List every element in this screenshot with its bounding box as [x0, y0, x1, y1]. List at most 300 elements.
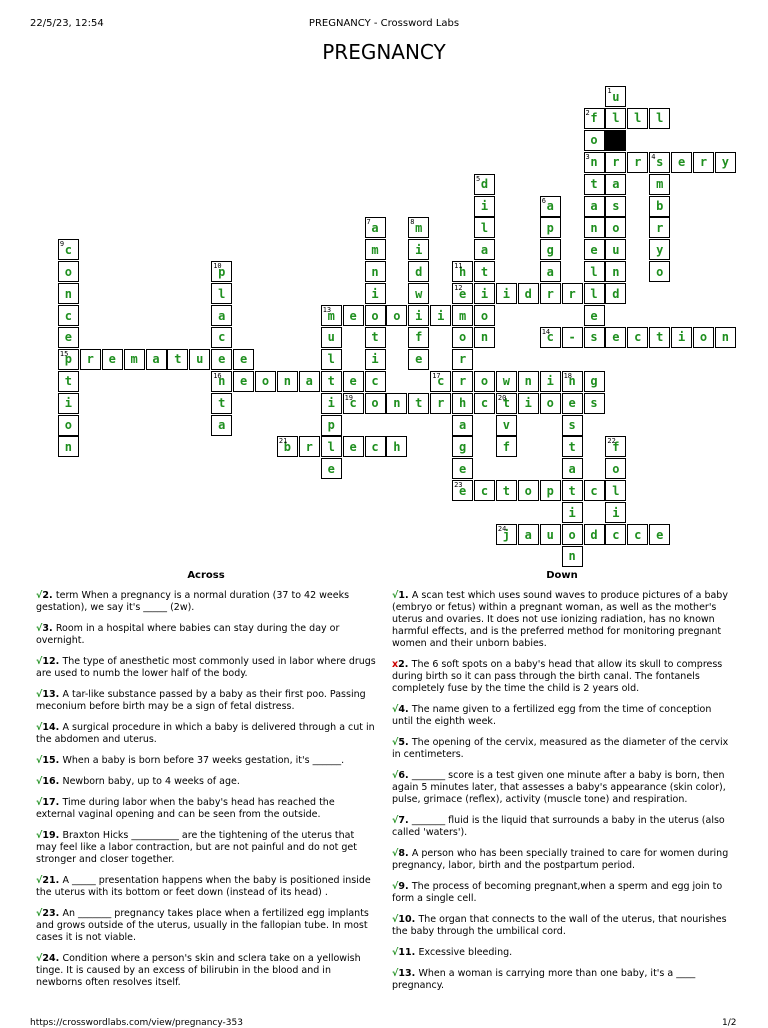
grid-cell[interactable]	[693, 327, 714, 348]
cell-letter: n	[64, 439, 72, 454]
grid-cell[interactable]	[649, 152, 670, 173]
grid-cell[interactable]	[365, 327, 386, 348]
clue-text: Room in a hospital where babies can stay during the day or overnight.	[36, 623, 340, 646]
grid-cell[interactable]	[584, 217, 605, 238]
cell-letter: d	[612, 286, 620, 301]
grid-cell[interactable]	[452, 393, 473, 414]
grid-cell[interactable]	[343, 371, 364, 392]
cell-letter: c	[371, 374, 379, 389]
grid-cell[interactable]	[605, 239, 626, 260]
grid-cell[interactable]	[671, 152, 692, 173]
grid-cell[interactable]	[58, 415, 79, 436]
grid-cell[interactable]	[408, 393, 429, 414]
grid-cell[interactable]	[386, 393, 407, 414]
cell-letter: p	[327, 418, 335, 432]
grid-cell[interactable]	[496, 524, 517, 545]
cell-letter: t	[502, 396, 510, 411]
cell-letter: a	[546, 199, 554, 213]
grid-cell[interactable]	[496, 480, 517, 501]
grid-cell[interactable]	[321, 305, 342, 326]
grid-cell[interactable]	[562, 283, 583, 304]
grid-cell[interactable]	[58, 371, 79, 392]
grid-cell[interactable]	[474, 393, 495, 414]
cell-letter: e	[239, 374, 248, 389]
cell-letter: o	[480, 308, 489, 323]
grid-cell[interactable]	[58, 239, 79, 260]
grid-cell[interactable]	[299, 371, 320, 392]
cell-letter: o	[546, 396, 554, 411]
clue-item	[392, 659, 732, 695]
cell-letter: a	[612, 177, 620, 192]
grid-cell[interactable]	[584, 327, 605, 348]
clue-text: When a woman is carrying more than one baby, it's a ____ pregnancy.	[392, 968, 696, 991]
grid-cell[interactable]	[605, 436, 626, 457]
grid-cell[interactable]	[605, 283, 626, 304]
grid-cell[interactable]	[233, 371, 254, 392]
grid-cell[interactable]	[474, 239, 495, 260]
grid-cell[interactable]	[408, 261, 429, 282]
grid-cell[interactable]	[627, 108, 648, 129]
clue-item	[36, 755, 376, 767]
grid-cell[interactable]	[452, 436, 473, 457]
grid-cell[interactable]	[693, 152, 714, 173]
grid-cell[interactable]	[584, 283, 605, 304]
grid-cell[interactable]	[584, 196, 605, 217]
grid-cell[interactable]	[562, 480, 583, 501]
footer-page-number: 1/2	[722, 1018, 737, 1028]
clue-item	[392, 704, 732, 728]
grid-cell[interactable]	[518, 371, 539, 392]
correct-mark-icon: √	[36, 830, 43, 841]
grid-cell[interactable]	[58, 327, 79, 348]
grid-cell[interactable]	[211, 393, 232, 414]
cell-letter: e	[349, 374, 357, 389]
grid-cell[interactable]	[518, 283, 539, 304]
grid-cell[interactable]	[474, 217, 495, 238]
grid-cell[interactable]	[452, 327, 473, 348]
clue-number: 19.	[42, 830, 63, 841]
cell-letter: t	[590, 177, 598, 192]
clue-number: 7.	[398, 815, 412, 826]
grid-cell[interactable]	[649, 196, 670, 217]
grid-cell[interactable]	[496, 283, 517, 304]
clue-number: 6	[541, 196, 546, 205]
footer-url: https://crosswordlabs.com/view/pregnancy-353	[30, 1018, 243, 1028]
clue-text: A _____ presentation happens when the baby is positioned inside the uterus with its bottom or feet down (instead of its head) .	[36, 875, 371, 898]
clue-text: Condition where a person's skin and sclera take on a yellowish tinge. It is caused by an excess of bilirubin in the blood and in newborns often resolves itself.	[36, 953, 361, 988]
grid-cell[interactable]	[627, 327, 648, 348]
cell-letter: c	[634, 330, 642, 345]
cell-letter: o	[393, 308, 401, 323]
grid-cell[interactable]	[452, 480, 473, 501]
grid-cell[interactable]	[649, 108, 670, 129]
grid-cell[interactable]	[321, 327, 342, 348]
clue-item	[36, 953, 376, 989]
grid-cell[interactable]	[562, 546, 583, 567]
grid-cell[interactable]	[365, 436, 386, 457]
grid-cell[interactable]	[430, 305, 451, 326]
cell-letter: f	[590, 111, 598, 126]
cell-letter: c	[349, 396, 357, 411]
clue-number: 1	[607, 87, 612, 95]
cell-letter: l	[634, 111, 642, 126]
cell-letter: y	[721, 155, 729, 170]
grid-cell[interactable]	[649, 239, 670, 260]
grid-cell[interactable]	[584, 305, 605, 326]
grid-cell[interactable]	[365, 371, 386, 392]
clue-text: Newborn baby, up to 4 weeks of age.	[62, 776, 240, 787]
grid-cell[interactable]	[58, 261, 79, 282]
cell-letter: l	[327, 352, 335, 367]
cell-letter: a	[480, 242, 489, 257]
grid-cell[interactable]	[233, 349, 254, 370]
grid-cell[interactable]	[408, 305, 429, 326]
grid-cell[interactable]	[715, 152, 736, 173]
grid-cell[interactable]	[211, 283, 232, 304]
grid-cell[interactable]	[343, 436, 364, 457]
grid-cell[interactable]	[605, 196, 626, 217]
grid-cell[interactable]	[408, 327, 429, 348]
page-title: PREGNANCY	[322, 40, 446, 64]
grid-cell[interactable]	[540, 327, 561, 348]
cell-letter: r	[612, 155, 620, 170]
cell-letter: c	[64, 242, 72, 257]
grid-cell[interactable]	[496, 415, 517, 436]
grid-cell[interactable]	[365, 261, 386, 282]
grid-cell[interactable]	[671, 327, 692, 348]
cell-letter: e	[612, 330, 620, 345]
cell-letter: i	[480, 286, 489, 301]
cell-letter: e	[568, 396, 576, 411]
clue-number: 13.	[42, 689, 63, 700]
cell-letter: i	[371, 286, 379, 301]
cell-letter: w	[502, 374, 510, 389]
grid-cell[interactable]	[584, 174, 605, 195]
clue-number: 9	[59, 240, 65, 249]
grid-cell[interactable]	[365, 393, 386, 414]
clue-text: An _______ pregnancy takes place when a fertilized egg implants and grows outside of the uterus, usually in the fallopian tube. In most cases it is not viable.	[36, 908, 369, 943]
clue-text: _______ score is a test given one minute after a baby is born, then again 5 minutes later, that assesses a baby's appearance (skin color), pulse, grimace (reflex), activity (muscle tone) and respiration.	[392, 770, 726, 805]
grid-cell[interactable]	[321, 371, 342, 392]
grid-cell[interactable]	[430, 393, 451, 414]
cell-letter: r	[634, 155, 642, 170]
cell-letter: t	[656, 330, 664, 345]
correct-mark-icon: √	[36, 590, 43, 601]
cell-letter: m	[130, 352, 138, 367]
grid-cell[interactable]	[584, 152, 605, 173]
grid-cell[interactable]	[365, 305, 386, 326]
clue-number: 11.	[398, 947, 419, 958]
grid-cell[interactable]	[562, 371, 583, 392]
cell-letter: f	[502, 439, 510, 454]
grid-cell[interactable]	[584, 130, 605, 151]
grid-cell[interactable]	[58, 305, 79, 326]
grid-cell[interactable]	[540, 217, 561, 238]
cell-letter: d	[524, 286, 532, 301]
grid-cell[interactable]	[627, 524, 648, 545]
cell-letter: n	[524, 374, 532, 389]
cell-letter: i	[415, 242, 423, 257]
correct-mark-icon: √	[36, 797, 43, 808]
grid-cell[interactable]	[474, 371, 495, 392]
cell-letter: g	[546, 242, 554, 257]
grid-cell[interactable]	[452, 415, 473, 436]
cell-letter: l	[480, 220, 489, 235]
grid-cell[interactable]	[386, 305, 407, 326]
cell-letter: n	[721, 330, 729, 345]
grid-cell[interactable]	[189, 349, 210, 370]
grid-cell[interactable]	[649, 261, 670, 282]
clue-number: 4	[651, 152, 656, 161]
correct-mark-icon: √	[36, 623, 43, 634]
cell-letter: e	[415, 352, 423, 367]
grid-cell[interactable]	[496, 371, 517, 392]
grid-cell[interactable]	[365, 217, 386, 238]
grid-cell[interactable]	[605, 458, 626, 479]
grid-cell[interactable]	[211, 327, 232, 348]
cell-letter: i	[371, 352, 379, 367]
grid-cell[interactable]	[474, 305, 495, 326]
grid-cell[interactable]	[605, 327, 626, 348]
grid-cell[interactable]	[58, 393, 79, 414]
grid-cell[interactable]	[452, 261, 473, 282]
grid-cell[interactable]	[365, 239, 386, 260]
grid-cell[interactable]	[408, 349, 429, 370]
clue-number: 17	[432, 371, 441, 380]
cell-letter: o	[612, 220, 620, 235]
grid-cell[interactable]	[80, 349, 101, 370]
grid-cell[interactable]	[474, 196, 495, 217]
clue-number: 2.	[42, 590, 56, 601]
grid-cell[interactable]	[58, 349, 79, 370]
grid-cell[interactable]	[584, 261, 605, 282]
grid-cell[interactable]	[321, 393, 342, 414]
cell-letter: s	[612, 199, 620, 213]
grid-cell[interactable]	[540, 524, 561, 545]
grid-cell[interactable]	[605, 174, 626, 195]
grid-cell[interactable]	[584, 371, 605, 392]
clue-number: 7	[366, 218, 371, 227]
grid-cell[interactable]	[540, 261, 561, 282]
grid-cell[interactable]	[146, 349, 167, 370]
grid-cell[interactable]	[277, 371, 298, 392]
grid-cell[interactable]	[452, 305, 473, 326]
cell-letter: n	[568, 374, 576, 389]
grid-cell[interactable]	[408, 239, 429, 260]
grid-cell[interactable]	[540, 371, 561, 392]
grid-cell[interactable]	[321, 458, 342, 479]
grid-cell[interactable]	[540, 196, 561, 217]
cell-letter: p	[546, 220, 554, 235]
grid-cell[interactable]	[562, 415, 583, 436]
cell-letter: d	[590, 527, 598, 542]
clue-text: A surgical procedure in which a baby is delivered through a cut in the abdomen and uterus.	[36, 722, 375, 745]
grid-cell[interactable]	[474, 283, 495, 304]
grid-cell[interactable]	[540, 480, 561, 501]
grid-cell[interactable]	[649, 327, 670, 348]
cell-letter: l	[612, 483, 620, 498]
grid-cell[interactable]	[102, 349, 123, 370]
grid-cell[interactable]	[540, 239, 561, 260]
grid-cell[interactable]	[321, 436, 342, 457]
cell-letter: l	[590, 286, 598, 301]
clue-item	[36, 689, 376, 713]
correct-mark-icon: √	[392, 737, 399, 748]
grid-cell[interactable]	[715, 327, 736, 348]
clue-text: Time during labor when the baby's head has reached the external vaginal opening and can be seen from the outside.	[36, 797, 335, 820]
grid-cell[interactable]	[452, 349, 473, 370]
cell-letter: f	[612, 439, 620, 454]
cell-letter: l	[656, 111, 664, 126]
grid-cell[interactable]	[408, 283, 429, 304]
grid-cell[interactable]	[562, 327, 583, 348]
cell-letter: r	[86, 352, 94, 367]
grid-cell[interactable]	[496, 436, 517, 457]
grid-cell[interactable]	[584, 239, 605, 260]
cell-letter: e	[458, 461, 467, 476]
cell-letter: i	[612, 505, 620, 520]
grid-cell[interactable]	[649, 217, 670, 238]
cell-letter: t	[174, 352, 182, 367]
correct-mark-icon: √	[36, 656, 43, 667]
grid-cell[interactable]	[474, 174, 495, 195]
clue-number: 20	[497, 393, 507, 402]
cell-letter: w	[415, 286, 423, 301]
grid-cell[interactable]	[627, 152, 648, 173]
grid-cell[interactable]	[255, 371, 276, 392]
grid-cell[interactable]	[474, 261, 495, 282]
cell-letter: h	[458, 396, 467, 411]
grid-cell[interactable]	[211, 371, 232, 392]
cell-letter: j	[502, 527, 510, 542]
grid-cell[interactable]	[430, 371, 451, 392]
cell-letter: e	[108, 352, 116, 367]
grid-cell[interactable]	[605, 502, 626, 523]
cell-letter: s	[590, 396, 598, 411]
grid-cell[interactable]	[167, 349, 188, 370]
grid-cell[interactable]	[562, 393, 583, 414]
grid-cell[interactable]	[211, 415, 232, 436]
clue-number: 12.	[42, 656, 63, 667]
clue-number: 15	[59, 349, 69, 358]
cell-letter: n	[590, 220, 598, 235]
clue-number: 1.	[398, 590, 412, 601]
grid-cell[interactable]	[343, 305, 364, 326]
grid-cell[interactable]	[211, 261, 232, 282]
grid-cell[interactable]	[452, 458, 473, 479]
correct-mark-icon: √	[392, 815, 399, 826]
grid-cell[interactable]	[496, 393, 517, 414]
cell-letter: o	[458, 330, 467, 345]
grid-cell[interactable]	[540, 393, 561, 414]
cell-letter: a	[546, 264, 554, 279]
clue-item	[392, 770, 732, 806]
grid-cell[interactable]	[474, 327, 495, 348]
cell-letter: t	[327, 374, 335, 389]
cell-letter: a	[568, 461, 576, 476]
grid-cell[interactable]	[299, 436, 320, 457]
grid-cell[interactable]	[452, 371, 473, 392]
grid-cell[interactable]	[649, 524, 670, 545]
grid-cell[interactable]	[321, 349, 342, 370]
cell-letter: u	[612, 242, 620, 257]
grid-cell[interactable]	[386, 436, 407, 457]
grid-cell[interactable]	[562, 502, 583, 523]
grid-cell[interactable]	[58, 283, 79, 304]
grid-cell[interactable]	[605, 524, 626, 545]
clue-item	[36, 797, 376, 821]
grid-cell[interactable]	[605, 480, 626, 501]
grid-cell[interactable]	[518, 480, 539, 501]
grid-cell[interactable]	[584, 480, 605, 501]
cell-letter: a	[590, 199, 598, 213]
cell-letter: g	[590, 374, 598, 389]
grid-cell[interactable]	[605, 108, 626, 129]
correct-mark-icon: √	[392, 590, 399, 601]
grid-cell[interactable]	[277, 436, 298, 457]
grid-cell[interactable]	[562, 524, 583, 545]
grid-cell[interactable]	[540, 283, 561, 304]
clue-number: 10	[213, 262, 222, 271]
grid-cell[interactable]	[584, 393, 605, 414]
cell-letter: d	[415, 264, 423, 279]
grid-cell[interactable]	[605, 86, 626, 107]
grid-cell[interactable]	[211, 349, 232, 370]
cell-letter: a	[371, 220, 379, 235]
clue-item	[392, 947, 732, 959]
cell-letter: n	[283, 374, 291, 389]
grid-cell[interactable]	[605, 152, 626, 173]
grid-cell[interactable]	[584, 108, 605, 129]
cell-letter: t	[568, 439, 576, 454]
cell-letter: r	[437, 396, 445, 411]
grid-cell[interactable]	[365, 283, 386, 304]
grid-cell[interactable]	[124, 349, 145, 370]
cell-letter: m	[327, 308, 335, 323]
clue-number: 16.	[42, 776, 63, 787]
grid-cell[interactable]	[605, 217, 626, 238]
grid-cell[interactable]	[452, 283, 473, 304]
grid-cell[interactable]	[562, 436, 583, 457]
grid-cell[interactable]	[474, 480, 495, 501]
grid-cell[interactable]	[649, 174, 670, 195]
grid-cell[interactable]	[408, 217, 429, 238]
cell-letter: e	[590, 308, 598, 323]
grid-cell[interactable]	[562, 458, 583, 479]
cell-letter: o	[524, 483, 532, 498]
grid-cell[interactable]	[365, 349, 386, 370]
correct-mark-icon: √	[36, 722, 43, 733]
cell-letter: n	[393, 396, 401, 411]
grid-cell[interactable]	[518, 524, 539, 545]
grid-cell[interactable]	[321, 415, 342, 436]
grid-cell[interactable]	[211, 305, 232, 326]
cell-letter: c	[480, 396, 489, 411]
clue-text: When a baby is born before 37 weeks gestation, it's ______.	[62, 755, 345, 766]
cell-letter: t	[415, 396, 423, 411]
grid-cell[interactable]	[584, 524, 605, 545]
clue-number: 2	[585, 108, 590, 117]
down-heading: Down	[546, 570, 578, 581]
clue-number: 12	[454, 284, 463, 293]
clue-item	[392, 968, 732, 992]
grid-cell[interactable]	[605, 261, 626, 282]
grid-cell[interactable]	[58, 436, 79, 457]
cell-letter: c	[480, 483, 489, 498]
clue-item	[36, 875, 376, 899]
grid-cell[interactable]	[343, 393, 364, 414]
grid-cell[interactable]	[518, 393, 539, 414]
